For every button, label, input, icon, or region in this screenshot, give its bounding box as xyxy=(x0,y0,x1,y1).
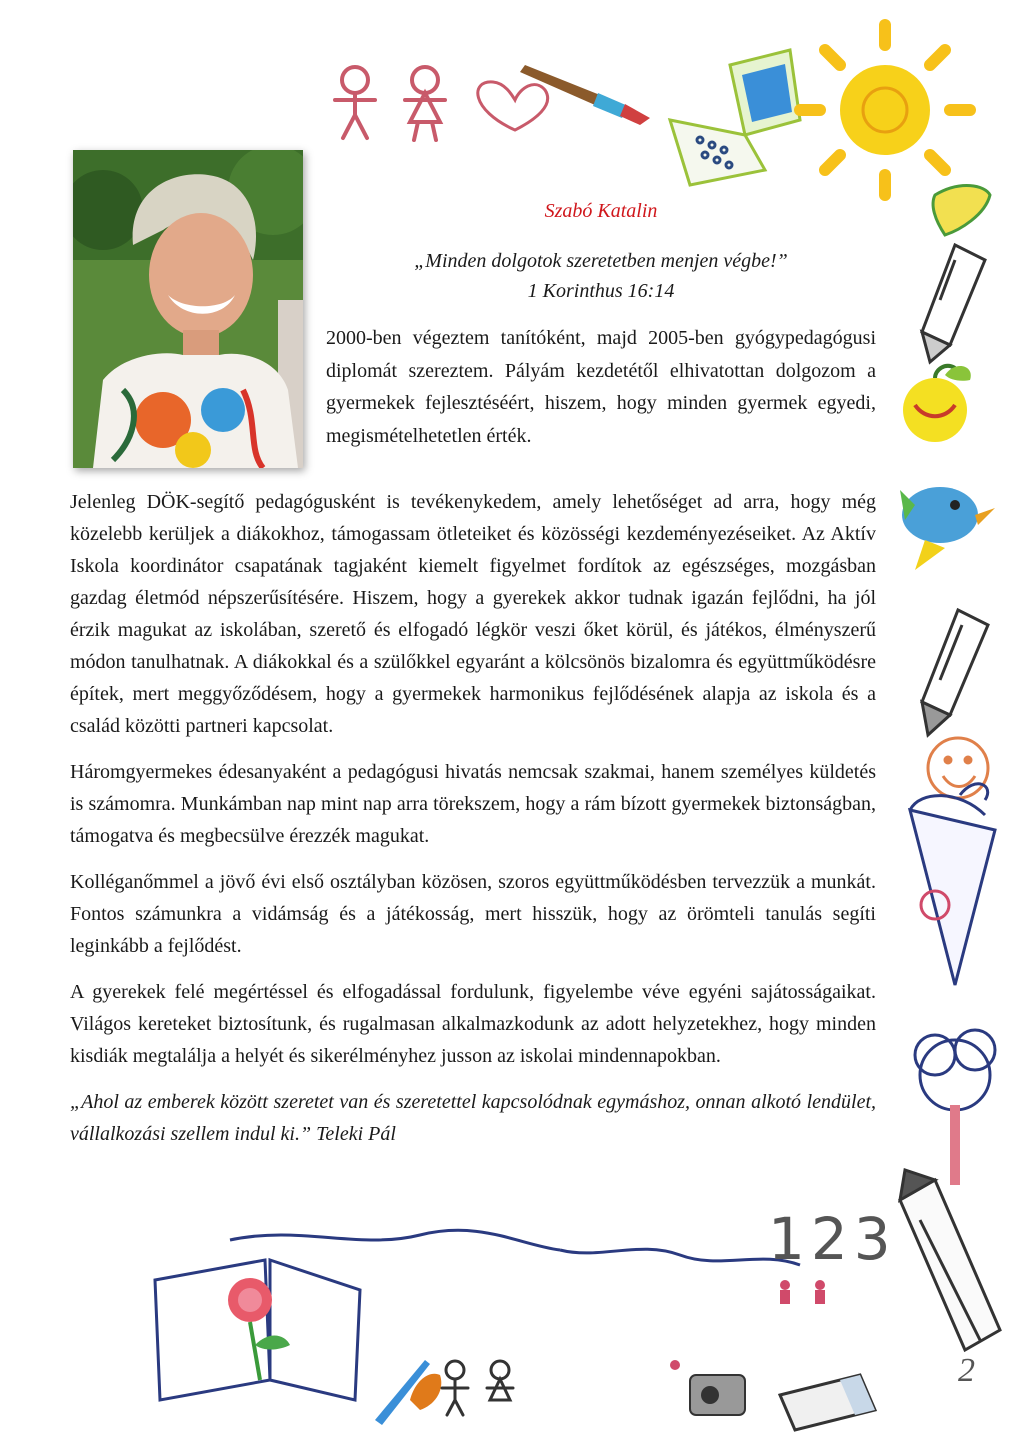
tree-icon xyxy=(915,1030,995,1185)
sharpener-icon xyxy=(690,1375,745,1415)
big-pencil-icon xyxy=(900,1170,1000,1350)
apple-icon xyxy=(903,366,971,442)
book-with-rose-icon xyxy=(155,1260,360,1400)
eraser-icon xyxy=(780,1375,875,1430)
stick-figures-top-icon xyxy=(335,67,445,140)
heart-icon xyxy=(478,82,548,130)
motto-quote: „Minden dolgotok szeretetben menjen végbe!” xyxy=(414,250,788,272)
tiny-figures-icon xyxy=(670,1280,825,1370)
paintbrush-icon xyxy=(520,65,650,125)
autumn-leaf-icon xyxy=(410,1374,441,1410)
paragraph-intro: 2000-ben végeztem tanítóként, majd 2005-ben gyógypedagógusi diplomát szereztem. Pályám kezdetétől elhivatottan dolgozom a gyermekek fejlesztéséért, hiszem, hogy minden gyermek egyedi, megismételhetetlen érték. xyxy=(326,327,876,447)
bird-icon xyxy=(900,487,995,570)
closing-quote: „Ahol az emberek között szeretet van és szeretettel kapcsolódnak egymáshoz, onnan alkotó lendület, vállalkozási szellem indul ki.” Teleki Pál xyxy=(70,1091,876,1145)
numbers-doodle: 123 xyxy=(768,1205,897,1273)
pencil-icon xyxy=(922,610,988,735)
motto-reference: 1 Korinthus 16:14 xyxy=(527,280,675,302)
body-text xyxy=(70,486,876,1164)
paragraph-dok: Jelenleg DÖK-segítő pedagógusként is tevékenykedem, amely lehetőséget ad arra, hogy még közelebb kerüljek a diákokhoz, támogassam ötleteiket és közösségi kezdeményezéseiket. Az Aktív Iskola koordinátor csapatának tagjaként kiemelt figyelmet fordítok az egészséges, mozgásban gazdag életmód népszerűsítésére. Hiszem, hogy a gyerekek akkor tudnak igazán fejlődni, ha jól érzik magukat az iskolában, szerető és elfogadó légkör veszi őket körül, és játékos, élményszerű módon tanulhatnak. A diákokkal és a szülőkkel egyaránt a kölcsönös bizalomra és együttműködésre építek, mert meggyőződésem, hogy a gyermekek harmonikus fejlődésének alapja az iskola és a család közötti partneri kapcsolat. xyxy=(70,491,876,737)
sun-icon xyxy=(800,25,970,195)
author-name: Szabó Katalin xyxy=(544,200,658,222)
scribble-line-icon xyxy=(230,1230,800,1265)
small-brush-icon xyxy=(375,1360,430,1425)
school-cone-icon xyxy=(910,784,995,985)
page-number: 2 xyxy=(958,1352,975,1389)
stick-figures-bottom-icon xyxy=(442,1361,513,1415)
laptop-icon xyxy=(670,50,800,185)
leaf-icon xyxy=(933,186,990,235)
pencil-icon xyxy=(922,245,985,362)
motto xyxy=(326,246,876,306)
portrait-photo xyxy=(73,150,303,468)
paragraph-mother: Háromgyermekes édesanyaként a pedagógusi hivatás nemcsak szakmai, hanem személyes küldetés is számomra. Munkámban nap mint nap arra törekszem, hogy a rám bízott gyermekek biztonságban, támogatva és megbecsülve érezzék magukat. xyxy=(70,761,876,847)
paragraph-approach: A gyerekek felé megértéssel és elfogadással fordulunk, figyelembe véve egyéni sajátosságaikat. Világos kereteket biztosítunk, és rugalmasan alkalmazkodunk az adott helyzetekhez, hogy minden kisdiák megtalálja a helyét és sikerélményhez jusson az iskolai mindennapokban. xyxy=(70,981,876,1067)
paragraph-colleague: Kolléganőmmel a jövő évi első osztályban közösen, szoros együttműködésben tervezzük a munkát. Fontos számunkra a vidámság és a játékosság, mert hisszük, hogy az örömteli tanulás segíti leginkább a fejlődést. xyxy=(70,871,876,957)
smiley-icon xyxy=(928,738,988,798)
